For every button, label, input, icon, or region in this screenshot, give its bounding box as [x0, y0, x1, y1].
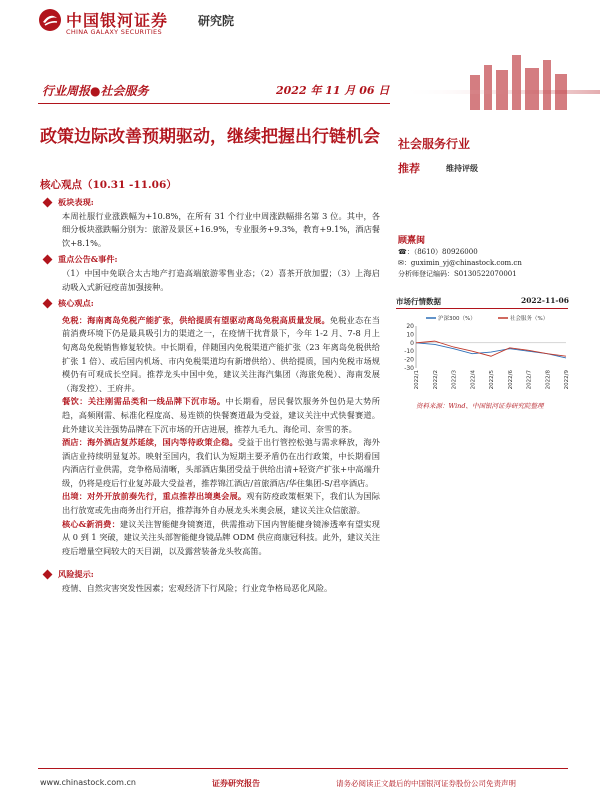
x-tick-label: 2022/3 [451, 370, 458, 390]
series-line-0 [416, 343, 566, 358]
x-tick-label: 2022/9 [564, 370, 570, 390]
x-tick-label: 2022/1 [414, 370, 420, 390]
chart-source: 资料来源：Wind、中国银河证券研究院整理 [416, 402, 544, 410]
analyst-contact [398, 247, 522, 280]
section-risk [44, 568, 380, 595]
paragraph-text: 受益于出行管控松弛与需求释放，海外酒店业持续明显复苏。映射至国内，我们认为短期主要矛盾仍在出行政策，中长期看国内酒店行业供需，竞争格局清晰，头部酒店集团受益于供给出清+轻资产扩张+中高端升级，仍将是疫后行业复苏最大受益者，推荐锦江酒店/首旅酒店/华住集团-S/君亭酒店。 [62, 437, 380, 488]
sector-name: 社会服务行业 [398, 137, 471, 151]
y-tick-label: -10 [404, 348, 414, 356]
section-heading: 核心观点: [44, 297, 380, 311]
paragraph-text: 建议关注智能健身镜赛道，供需推动下国内智能健身镜渗透率有望实现从 0 到 1 突破，建议关注头部智能健身镜品牌 ODM 供应商康冠科技。此外，建议关注疫后增量空间较大的天目湖，以及露营装备龙头牧高笛。 [62, 518, 380, 556]
galaxy-logo-icon [38, 8, 62, 32]
section-heading: 风险提示: [44, 568, 380, 582]
section-performance [44, 196, 380, 250]
footer-disclaimer: 请务必阅读正文最后的中国银河证券股份公司免责声明 [336, 779, 516, 788]
logo-english: CHINA GALAXY SECURITIES [66, 28, 162, 36]
decorative-banner-graphic [300, 40, 600, 120]
y-tick-label: -30 [404, 365, 414, 372]
paragraph-text: 免税业态在当前消费环境下仍是最具吸引力的渠道之一，在疫情干扰背景下，今年 1-2 月、7-8 月上旬离岛免税销售修复较快。中长期看，伴随国内免税渠道产能扩张（23 年离岛免税供给扩张 1 倍）、或后国内机场、市内免税渠道均有新增供给）、供给提质，国内免税市场规模仍有可观成长空间。推荐龙头中国中免，建议关注海汽集团（海旅免税）、海南发展（海发控）、王府井。 [62, 314, 380, 393]
paragraph-catering [44, 395, 380, 436]
x-tick-label: 2022/5 [489, 370, 495, 390]
section-text: 疫情、自然灾害突发性因素；宏观经济下行风险；行业竞争格局恶化风险。 [62, 583, 333, 594]
paragraph-lead: 餐饮：关注刚需品类和一线品牌下沉市场。 [62, 396, 226, 407]
body-column [44, 196, 380, 599]
report-type: 行业周报●社会服务 [42, 84, 149, 98]
analyst-name: 顾熹闽 [398, 236, 426, 246]
footer-report-label: 证券研究报告 [212, 778, 260, 788]
section-events [44, 253, 380, 294]
paragraph-duty-free [44, 314, 380, 396]
section-heading: 重点公告&事件: [44, 253, 380, 267]
y-tick-label: 10 [406, 331, 414, 339]
institute-label: 研究院 [198, 14, 235, 28]
legend-label-0: 沪深300（%） [438, 316, 476, 322]
report-date: 2022 年 11 月 06 日 [276, 84, 390, 97]
rating-note: 维持评级 [446, 163, 478, 173]
x-tick-label: 2022/4 [470, 370, 477, 390]
paragraph-text: 观有防疫政策框架下，我们认为国际出行放宽或先由商务出行开启，推荐海外自办展龙头米奥会展，建议关注众信旅游。 [62, 491, 380, 516]
legend-label-1: 社会服务（%） [510, 316, 549, 322]
market-data-title: 市场行情数据 [396, 297, 441, 306]
header-divider [38, 103, 390, 104]
footer-url: www.chinastock.com.cn [40, 778, 136, 787]
core-heading: 核心观点（10.31 -11.06） [40, 179, 177, 191]
paragraph-lead: 核心&新消费： [62, 518, 120, 529]
analyst-cert: 分析师登记编码：S0130522070001 [398, 270, 517, 278]
section-text: 本周社服行业涨跌幅为+10.8%，在所有 31 个行业中周涨跌幅排名第 3 位。其中，各细分板块涨跌幅分别为：旅游及景区+16.9%，专业服务+9.3%，教育+9.1%，酒店餐饮+8.1%。 [62, 210, 380, 248]
analyst-email: ✉：guximin_yj@chinastock.com.cn [398, 259, 522, 267]
paragraph-lead: 免税：海南离岛免税产能扩张，供给提质有望驱动离岛免税高质量发展。 [62, 314, 330, 325]
y-tick-label: 0 [410, 339, 414, 347]
paragraph-lead: 酒店：海外酒店复苏延续，国内等待政策企稳。 [62, 437, 238, 448]
x-tick-label: 2022/2 [432, 370, 439, 390]
paragraph-outbound [44, 490, 380, 517]
market-line-chart [396, 312, 572, 398]
paragraph-text: 中长期看，居民餐饮服务外包仍是大势所趋，高频刚需、标准化程度高、易连锁的快餐赛道最为受益，建议关注中式快餐赛道。此外建议关注强势品牌在下沉市场的开店进展，推荐九毛九、海伦司、奈雪的茶。 [62, 396, 380, 434]
market-data-date: 2022-11-06 [521, 296, 569, 305]
report-title: 政策边际改善预期驱动，继续把握出行链机会 [40, 127, 380, 147]
section-heading: 板块表现: [44, 196, 380, 210]
section-core-views [44, 297, 380, 311]
x-tick-label: 2022/8 [545, 370, 552, 390]
y-tick-label: 20 [406, 323, 414, 330]
y-tick-label: -20 [404, 356, 414, 364]
market-divider [396, 308, 568, 309]
rating: 推荐 [398, 162, 420, 175]
series-line-1 [416, 341, 566, 356]
paragraph-lead: 出境：对外开放前奏先行，重点推荐出境奥会展。 [62, 491, 247, 502]
x-tick-label: 2022/6 [507, 370, 514, 390]
paragraph-hotel [44, 436, 380, 490]
x-tick-label: 2022/7 [526, 370, 533, 390]
footer-divider [38, 768, 568, 769]
paragraph-new-consumption [44, 518, 380, 559]
analyst-phone: ☎：（8610）80926000 [398, 248, 478, 256]
section-text: （1）中国中免联合太古地产打造高端旅游零售业态；（2）喜茶开放加盟；（3）上海启动吸入式新冠疫苗加强接种。 [62, 267, 380, 292]
logo-chinese: 中国银河证券 [66, 11, 169, 30]
